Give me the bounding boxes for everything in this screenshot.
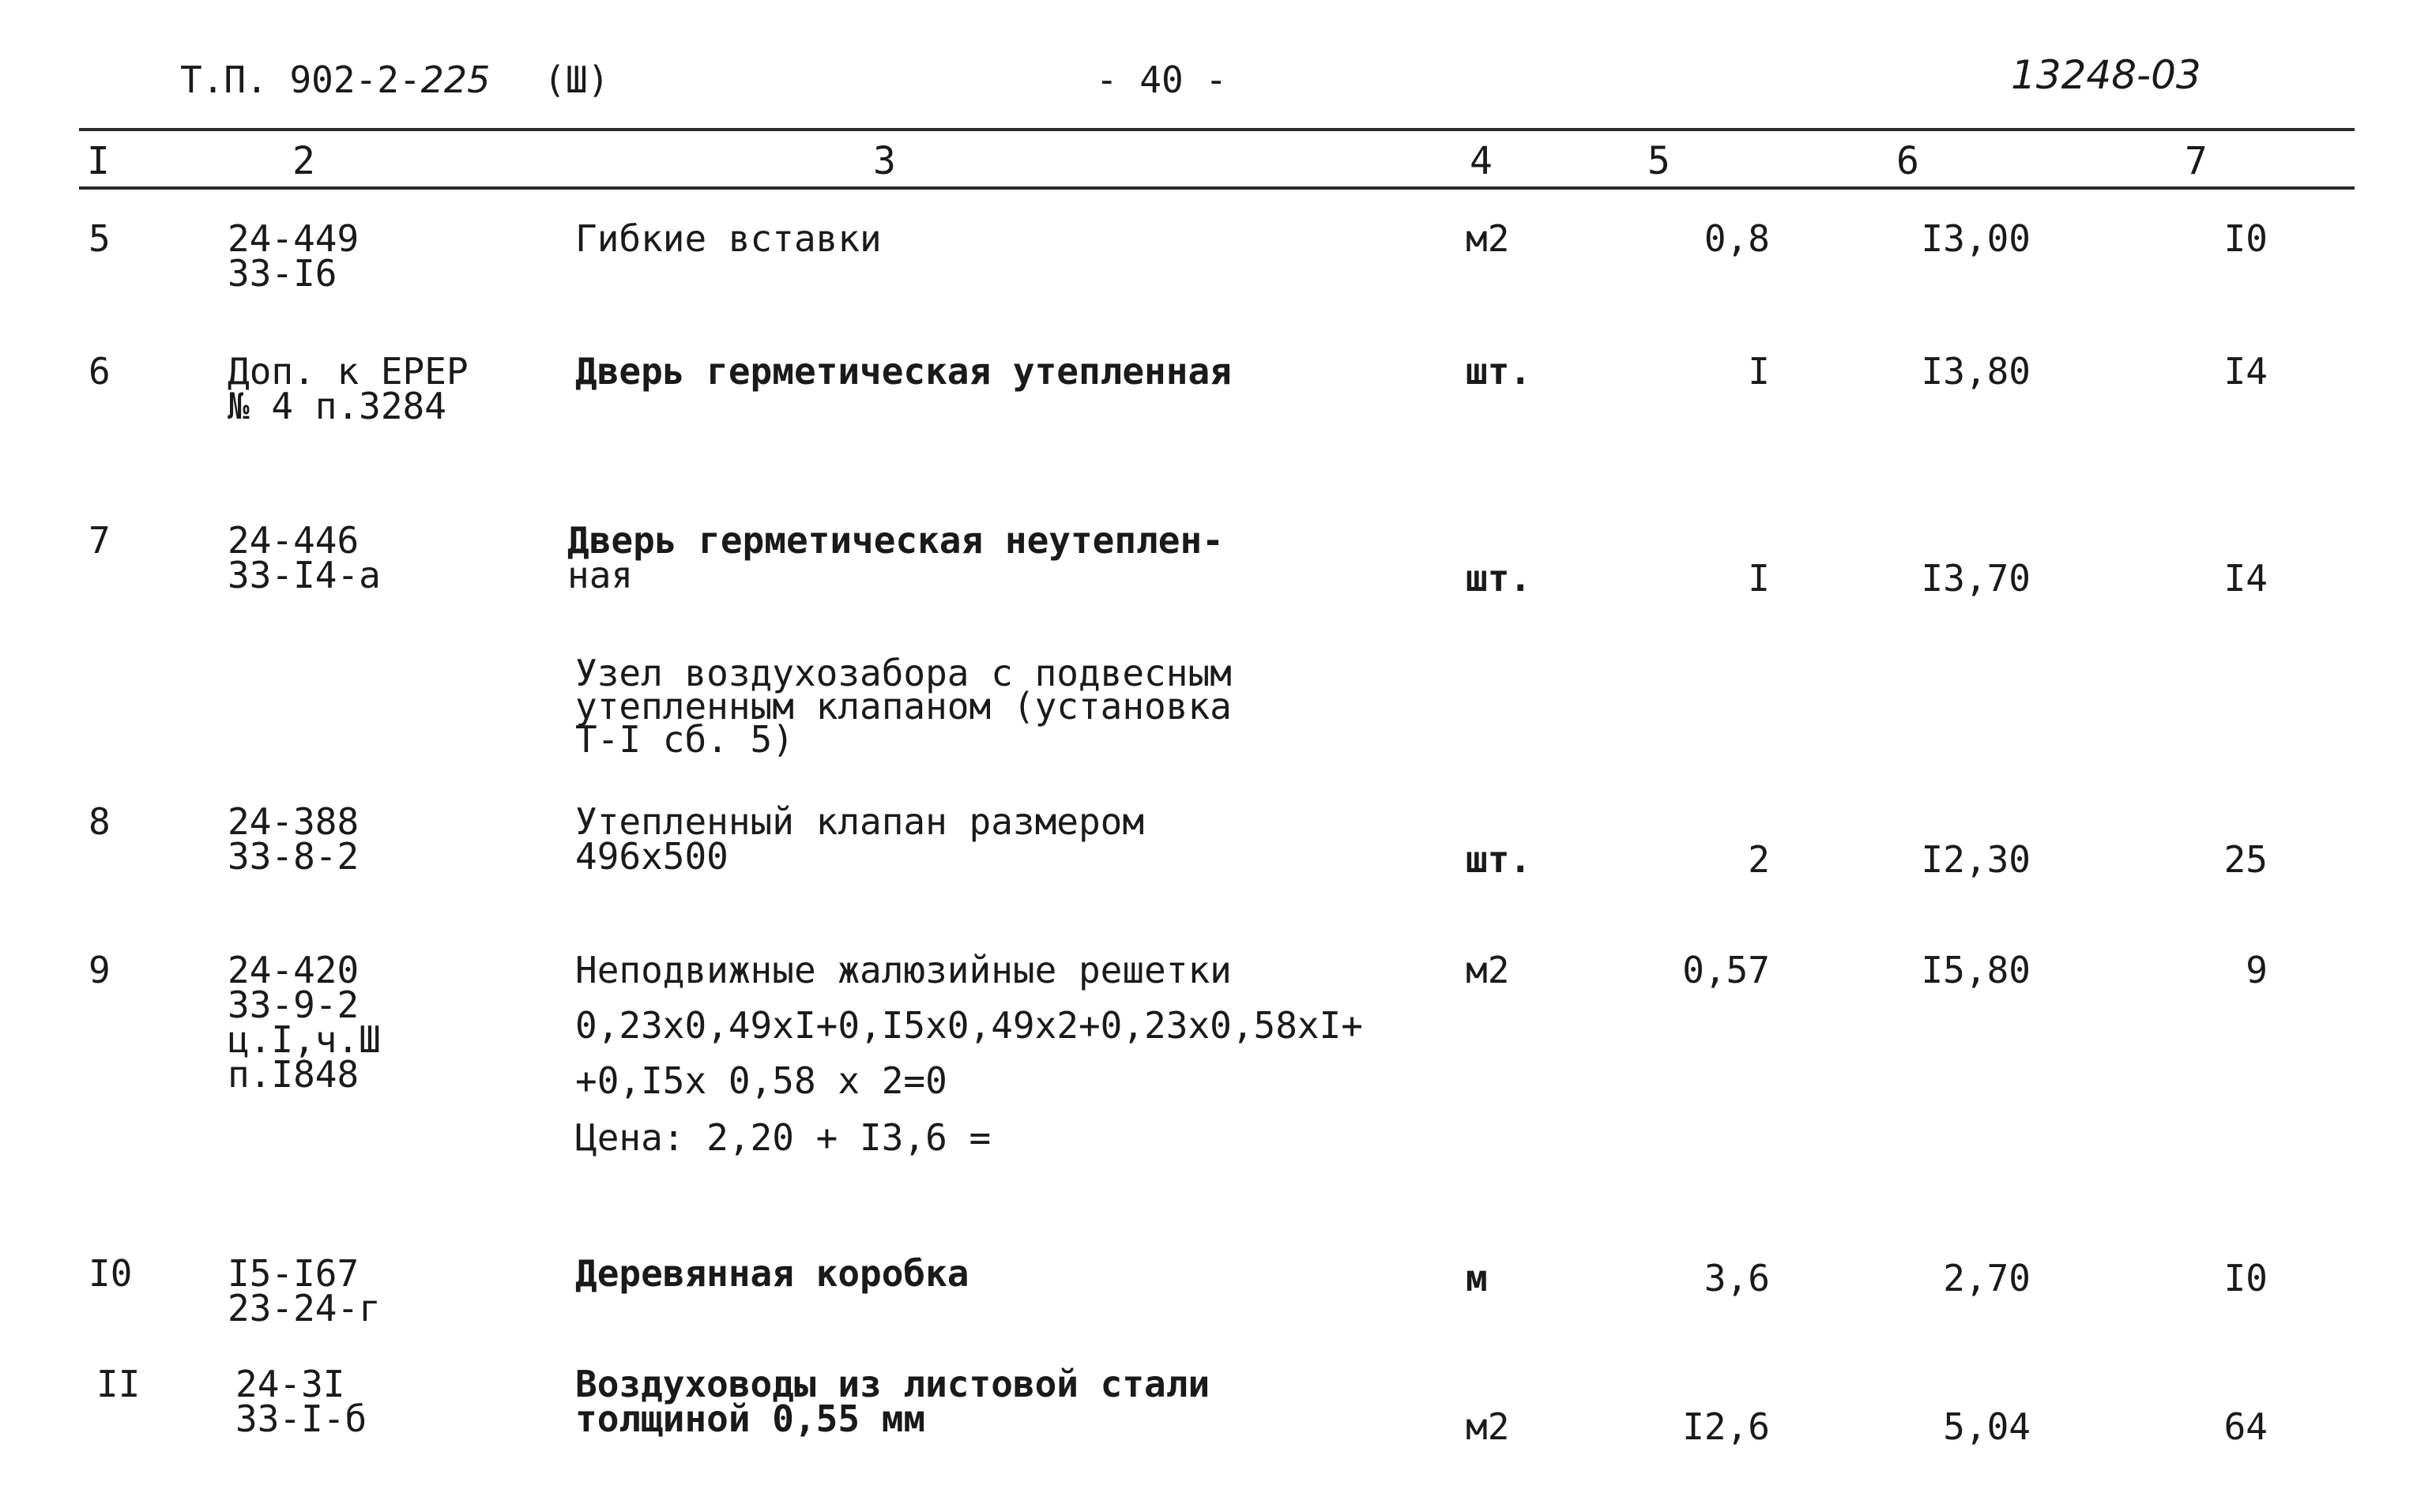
column-number-2: 2 (292, 139, 315, 183)
row-total: I0 (2223, 217, 2268, 260)
row-quantity: I (1748, 350, 1770, 393)
top-rule (79, 128, 2355, 131)
section-heading-line: утепленным клапаном (установка (575, 685, 1232, 728)
archive-number: 13248-03 (2011, 52, 2201, 98)
row-unit: шт. (1466, 557, 1532, 600)
row-description-line: Деревянная коробка (575, 1252, 969, 1295)
row-quantity: 3,6 (1704, 1257, 1770, 1299)
row-formula-line: 0,23х0,49хI+0,I5х0,49х2+0,23х0,58хI+ (575, 1004, 1363, 1047)
column-number-3: 3 (873, 139, 896, 183)
section-heading-line: Узел воздухозабора с подвесным (575, 652, 1232, 694)
row-code-line: 33-I4-а (228, 554, 381, 596)
row-total: I0 (2223, 1257, 2268, 1299)
row-description-line: ная (567, 554, 634, 596)
row-code-line: 33-8-2 (228, 835, 360, 878)
row-total: 9 (2246, 949, 2268, 991)
row-code-line: 33-9-2 (228, 984, 360, 1026)
row-price: I3,00 (1921, 217, 2031, 260)
row-price: I5,80 (1921, 949, 2031, 991)
row-total: I4 (2223, 350, 2268, 393)
doc-code (180, 58, 609, 101)
row-number: 6 (88, 350, 111, 393)
row-code-line: 24-420 (228, 949, 360, 991)
row-code-line: 24-388 (228, 800, 360, 843)
row-price: I3,80 (1921, 350, 2031, 393)
row-description-line: Воздуховоды из листовой стали (575, 1363, 1210, 1405)
column-number-4: 4 (1470, 139, 1493, 183)
row-description-line: толщиной 0,55 мм (575, 1397, 926, 1440)
row-number: 9 (88, 949, 111, 991)
row-code-line: 24-449 (228, 217, 360, 260)
row-code-line: 23-24-г (228, 1287, 381, 1330)
row-quantity: 2 (1748, 838, 1770, 881)
row-unit: м2 (1466, 949, 1510, 991)
row-quantity: 0,8 (1704, 217, 1770, 260)
section-heading-line: Т-I сб. 5) (575, 718, 794, 761)
row-unit: м (1466, 1257, 1488, 1299)
row-total: 25 (2223, 838, 2268, 881)
row-quantity: I (1748, 557, 1770, 600)
row-price: 2,70 (1943, 1257, 2031, 1299)
row-number: I0 (88, 1252, 133, 1295)
row-code-line: 33-I-б (235, 1397, 367, 1440)
row-code-line: п.I848 (228, 1053, 360, 1096)
row-unit: шт. (1466, 838, 1532, 881)
row-number: 8 (88, 800, 111, 843)
row-number: II (96, 1363, 141, 1405)
row-code-line: 24-3I (235, 1363, 345, 1405)
row-description-line: 496х500 (575, 835, 728, 878)
row-unit: м2 (1466, 217, 1510, 260)
row-price: 5,04 (1943, 1405, 2031, 1448)
row-number: 5 (88, 217, 111, 260)
row-code-line: I5-I67 (228, 1252, 360, 1295)
row-unit: м2 (1466, 1405, 1510, 1448)
row-description-line: Дверь герметическая неутеплен- (567, 519, 1224, 562)
doc-code-handwritten: 225 (420, 58, 491, 101)
row-formula-line: +0,I5х 0,58 х 2=0 (575, 1059, 947, 1102)
page-number: - 40 - (1095, 58, 1228, 101)
doc-code-suffix: (Ш) (544, 58, 610, 101)
row-number: 7 (88, 519, 111, 562)
column-number-5: 5 (1647, 139, 1670, 183)
row-total: 64 (2223, 1405, 2268, 1448)
row-description-line: Дверь герметическая утепленная (575, 350, 1232, 393)
column-number-7: 7 (2185, 139, 2208, 183)
doc-code-prefix: Т.П. 902-2- (180, 58, 421, 101)
row-price: I3,70 (1921, 557, 2031, 600)
column-number-1: I (87, 139, 110, 183)
row-code-line: Доп. к ЕРЕР (228, 350, 469, 393)
column-number-6: 6 (1896, 139, 1919, 183)
row-description-line: Утепленный клапан размером (575, 800, 1145, 843)
row-code-line: 33-I6 (228, 252, 337, 295)
row-unit: шт. (1466, 350, 1532, 393)
row-price-formula: Цена: 2,20 + I3,6 = (575, 1116, 992, 1159)
row-description-line: Гибкие вставки (575, 217, 882, 260)
row-price: I2,30 (1921, 838, 2031, 881)
row-code-line: ц.I,ч.Ш (228, 1018, 381, 1061)
column-header-rule (79, 186, 2355, 190)
row-code-line: 24-446 (228, 519, 360, 562)
row-quantity: 0,57 (1682, 949, 1770, 991)
row-code-line: № 4 п.3284 (228, 385, 446, 427)
row-total: I4 (2223, 557, 2268, 600)
row-description-line: Неподвижные жалюзийные решетки (575, 949, 1232, 991)
row-quantity: I2,6 (1682, 1405, 1770, 1448)
